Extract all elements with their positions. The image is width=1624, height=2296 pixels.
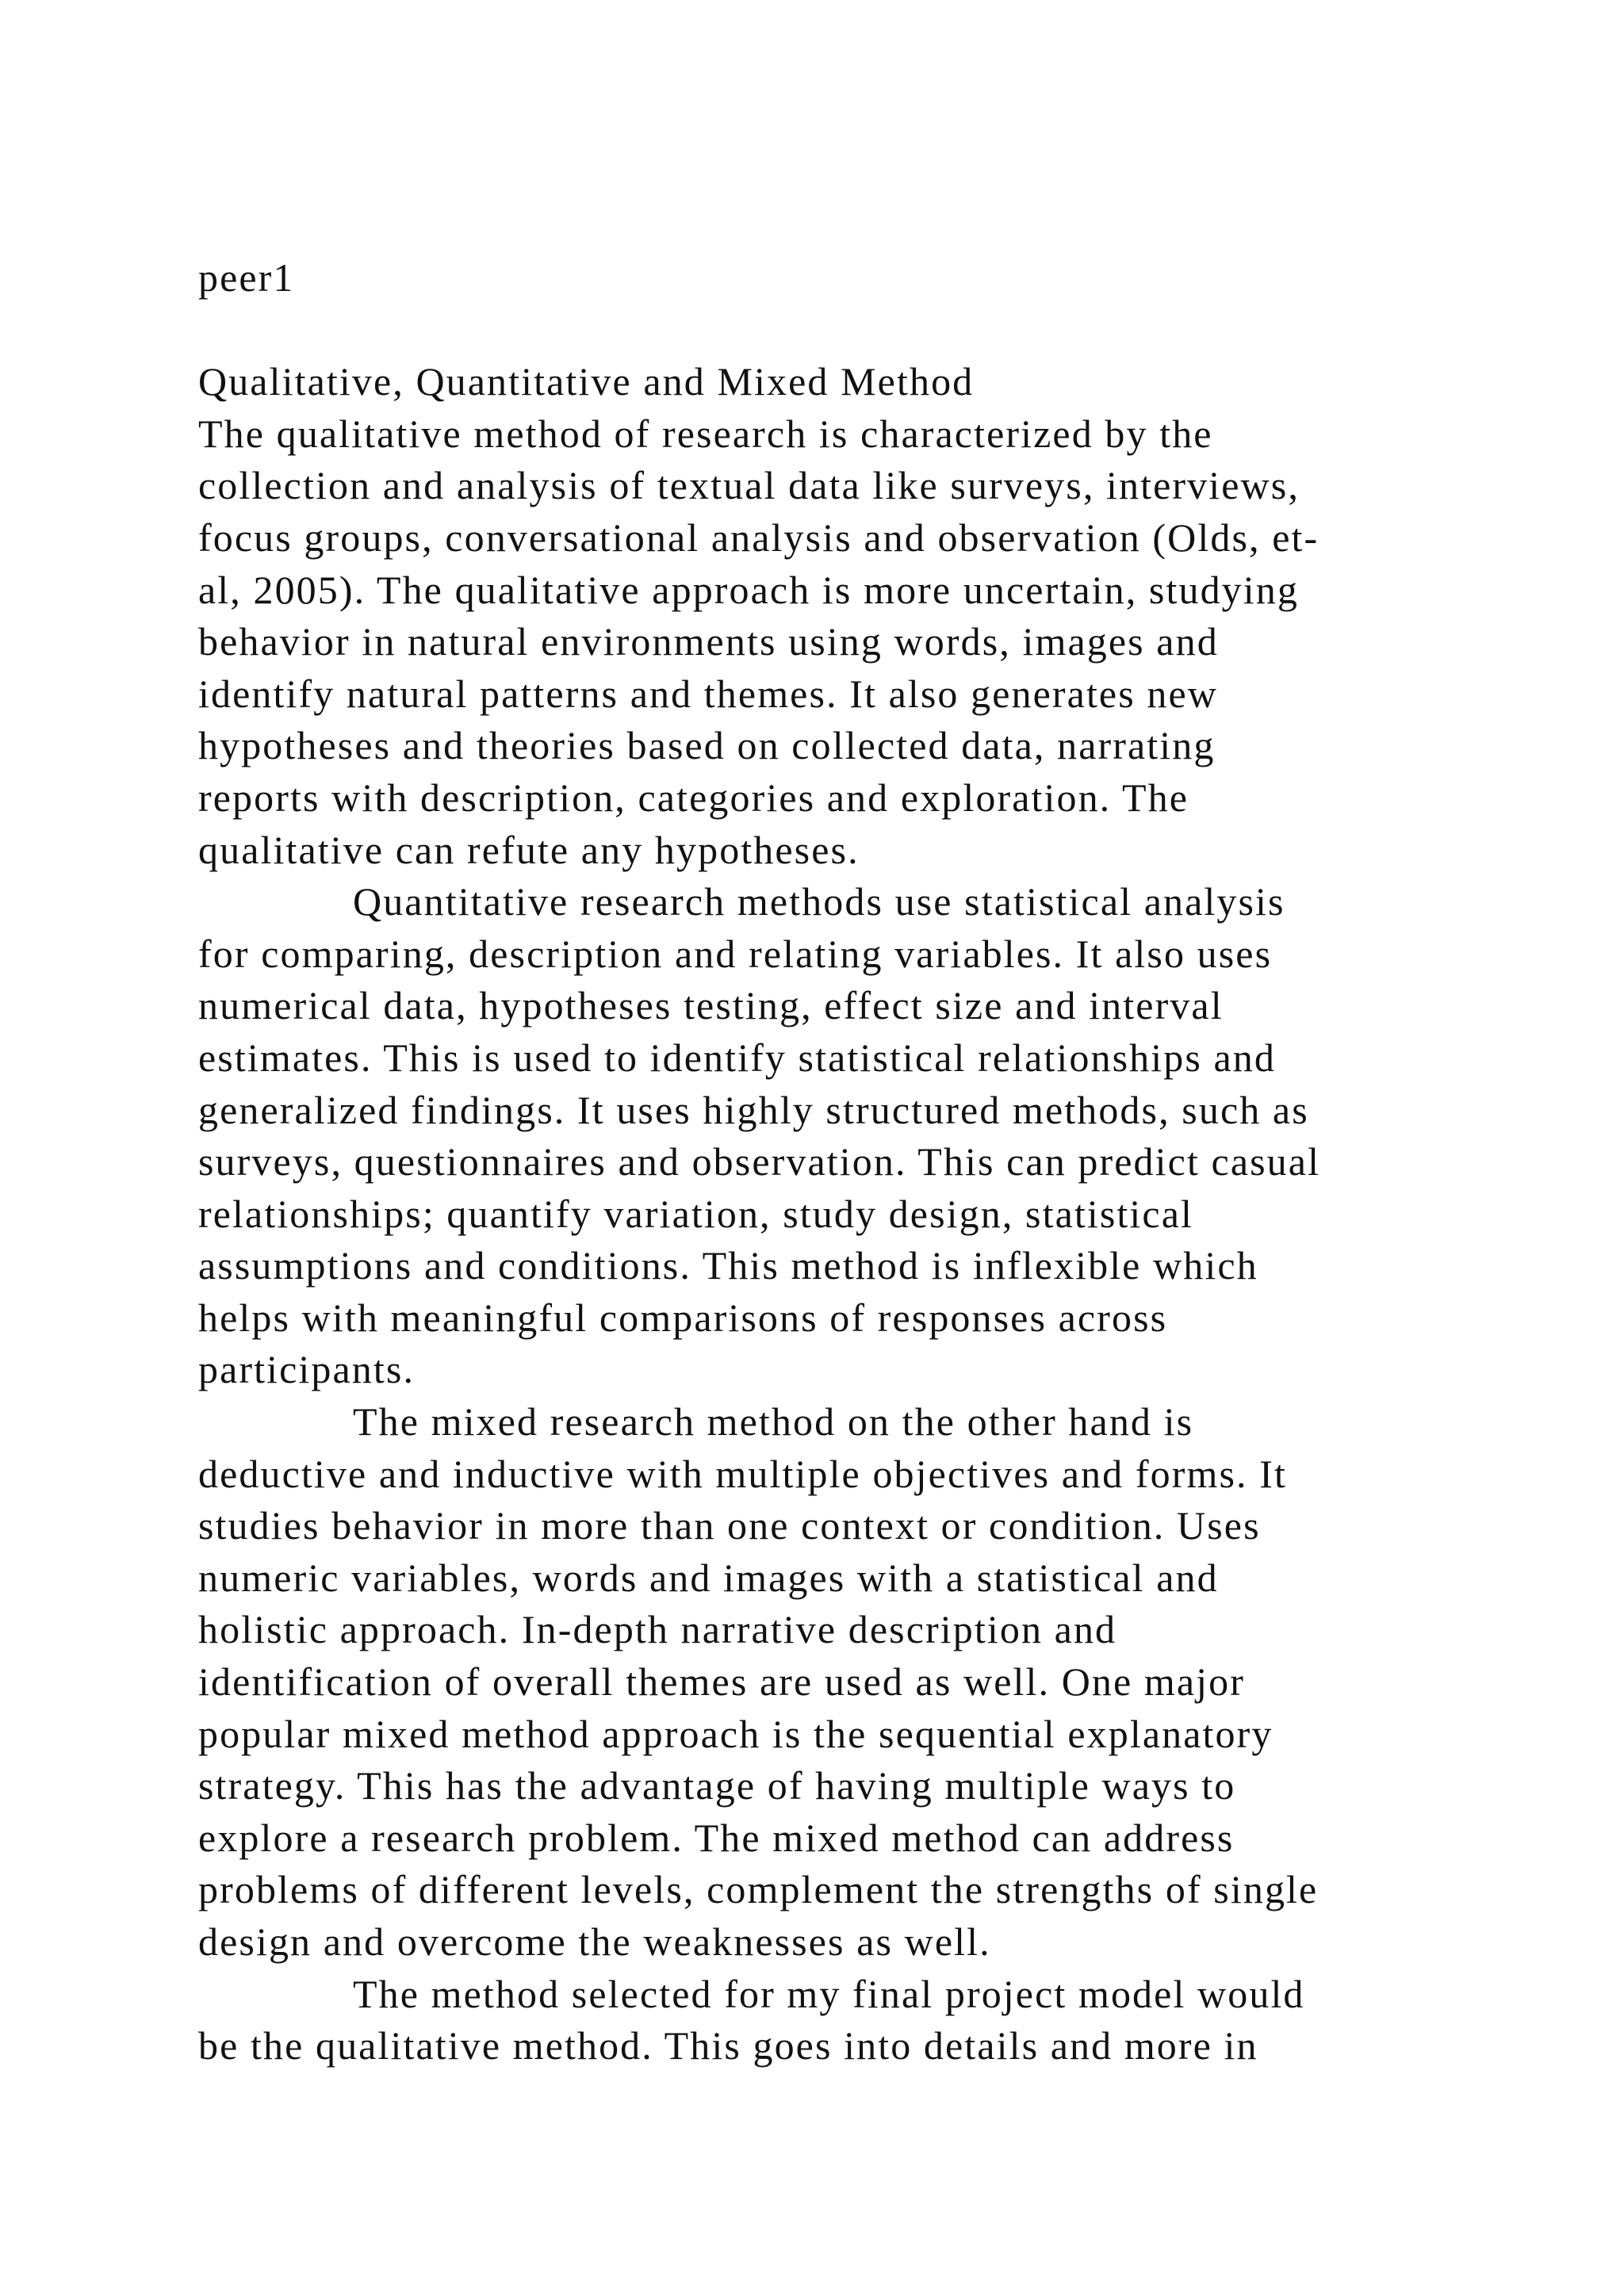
paragraph-line: strategy. This has the advantage of having multiple ways to [198,1763,1236,1808]
paragraph-line: numerical data, hypotheses testing, effect size and interval [198,983,1224,1028]
paragraph-line: collection and analysis of textual data like surveys, interviews, [198,463,1300,508]
paragraph-line: studies behavior in more than one context or condition. Uses [198,1503,1261,1548]
paragraph-line: design and overcome the weaknesses as well. [198,1919,991,1964]
paragraph-line: Quantitative research methods use statistical analysis [353,879,1285,924]
paragraph-line: estimates. This is used to identify statistical relationships and [198,1035,1277,1080]
paragraph-line: identification of overall themes are used as well. One major [198,1659,1246,1705]
paragraph [198,876,1507,1396]
paragraph-line: qualitative can refute any hypotheses. [198,827,860,872]
paragraph-line: focus groups, conversational analysis and observation (Olds, et- [198,515,1320,560]
document-header: peer1 [198,255,295,300]
paragraph-line: explore a research problem. The mixed method can address [198,1815,1235,1860]
paragraph-line: popular mixed method approach is the sequential explanatory [198,1711,1274,1756]
paragraph-line: generalized findings. It uses highly structured methods, such as [198,1087,1309,1132]
paragraph-line: al, 2005). The qualitative approach is more uncertain, studying [198,567,1299,612]
paragraph-line: The method selected for my final project model would [353,1971,1305,2016]
paragraph-line: reports with description, categories and exploration. The [198,775,1189,820]
document-body [198,252,1507,2072]
paragraph-line: be the qualitative method. This goes into details and more in [198,2023,1258,2068]
paragraph [198,1396,1507,1969]
paragraph-line: holistic approach. In-depth narrative description and [198,1607,1117,1652]
paragraph-line: hypotheses and theories based on collected data, narrating [198,723,1216,768]
paragraph-line: assumptions and conditions. This method is inflexible which [198,1243,1258,1288]
paragraph [198,408,1507,876]
paragraph-line: numeric variables, words and images with a statistical and [198,1555,1219,1600]
paragraph-line: for comparing, description and relating variables. It also uses [198,931,1273,976]
paragraph-line: identify natural patterns and themes. It also generates new [198,671,1218,716]
document-title: Qualitative, Quantitative and Mixed Method [198,359,975,404]
blank-line [198,304,1507,357]
paragraph [198,1969,1507,2072]
paragraph-line: behavior in natural environments using words, images and [198,619,1219,664]
paragraph-line: problems of different levels, complement the strengths of single [198,1867,1319,1912]
paragraph-line: participants. [198,1347,416,1392]
paragraph-line: deductive and inductive with multiple objectives and forms. It [198,1451,1287,1496]
paragraph-line: The qualitative method of research is characterized by the [198,411,1213,456]
paragraph-line: relationships; quantify variation, study design, statistical [198,1191,1193,1236]
paragraph-line: The mixed research method on the other hand is [353,1399,1194,1445]
paragraphs-container [198,408,1507,2072]
paragraph-line: helps with meaningful comparisons of responses across [198,1295,1168,1340]
paragraph-line: surveys, questionnaires and observation. This can predict casual [198,1139,1321,1184]
